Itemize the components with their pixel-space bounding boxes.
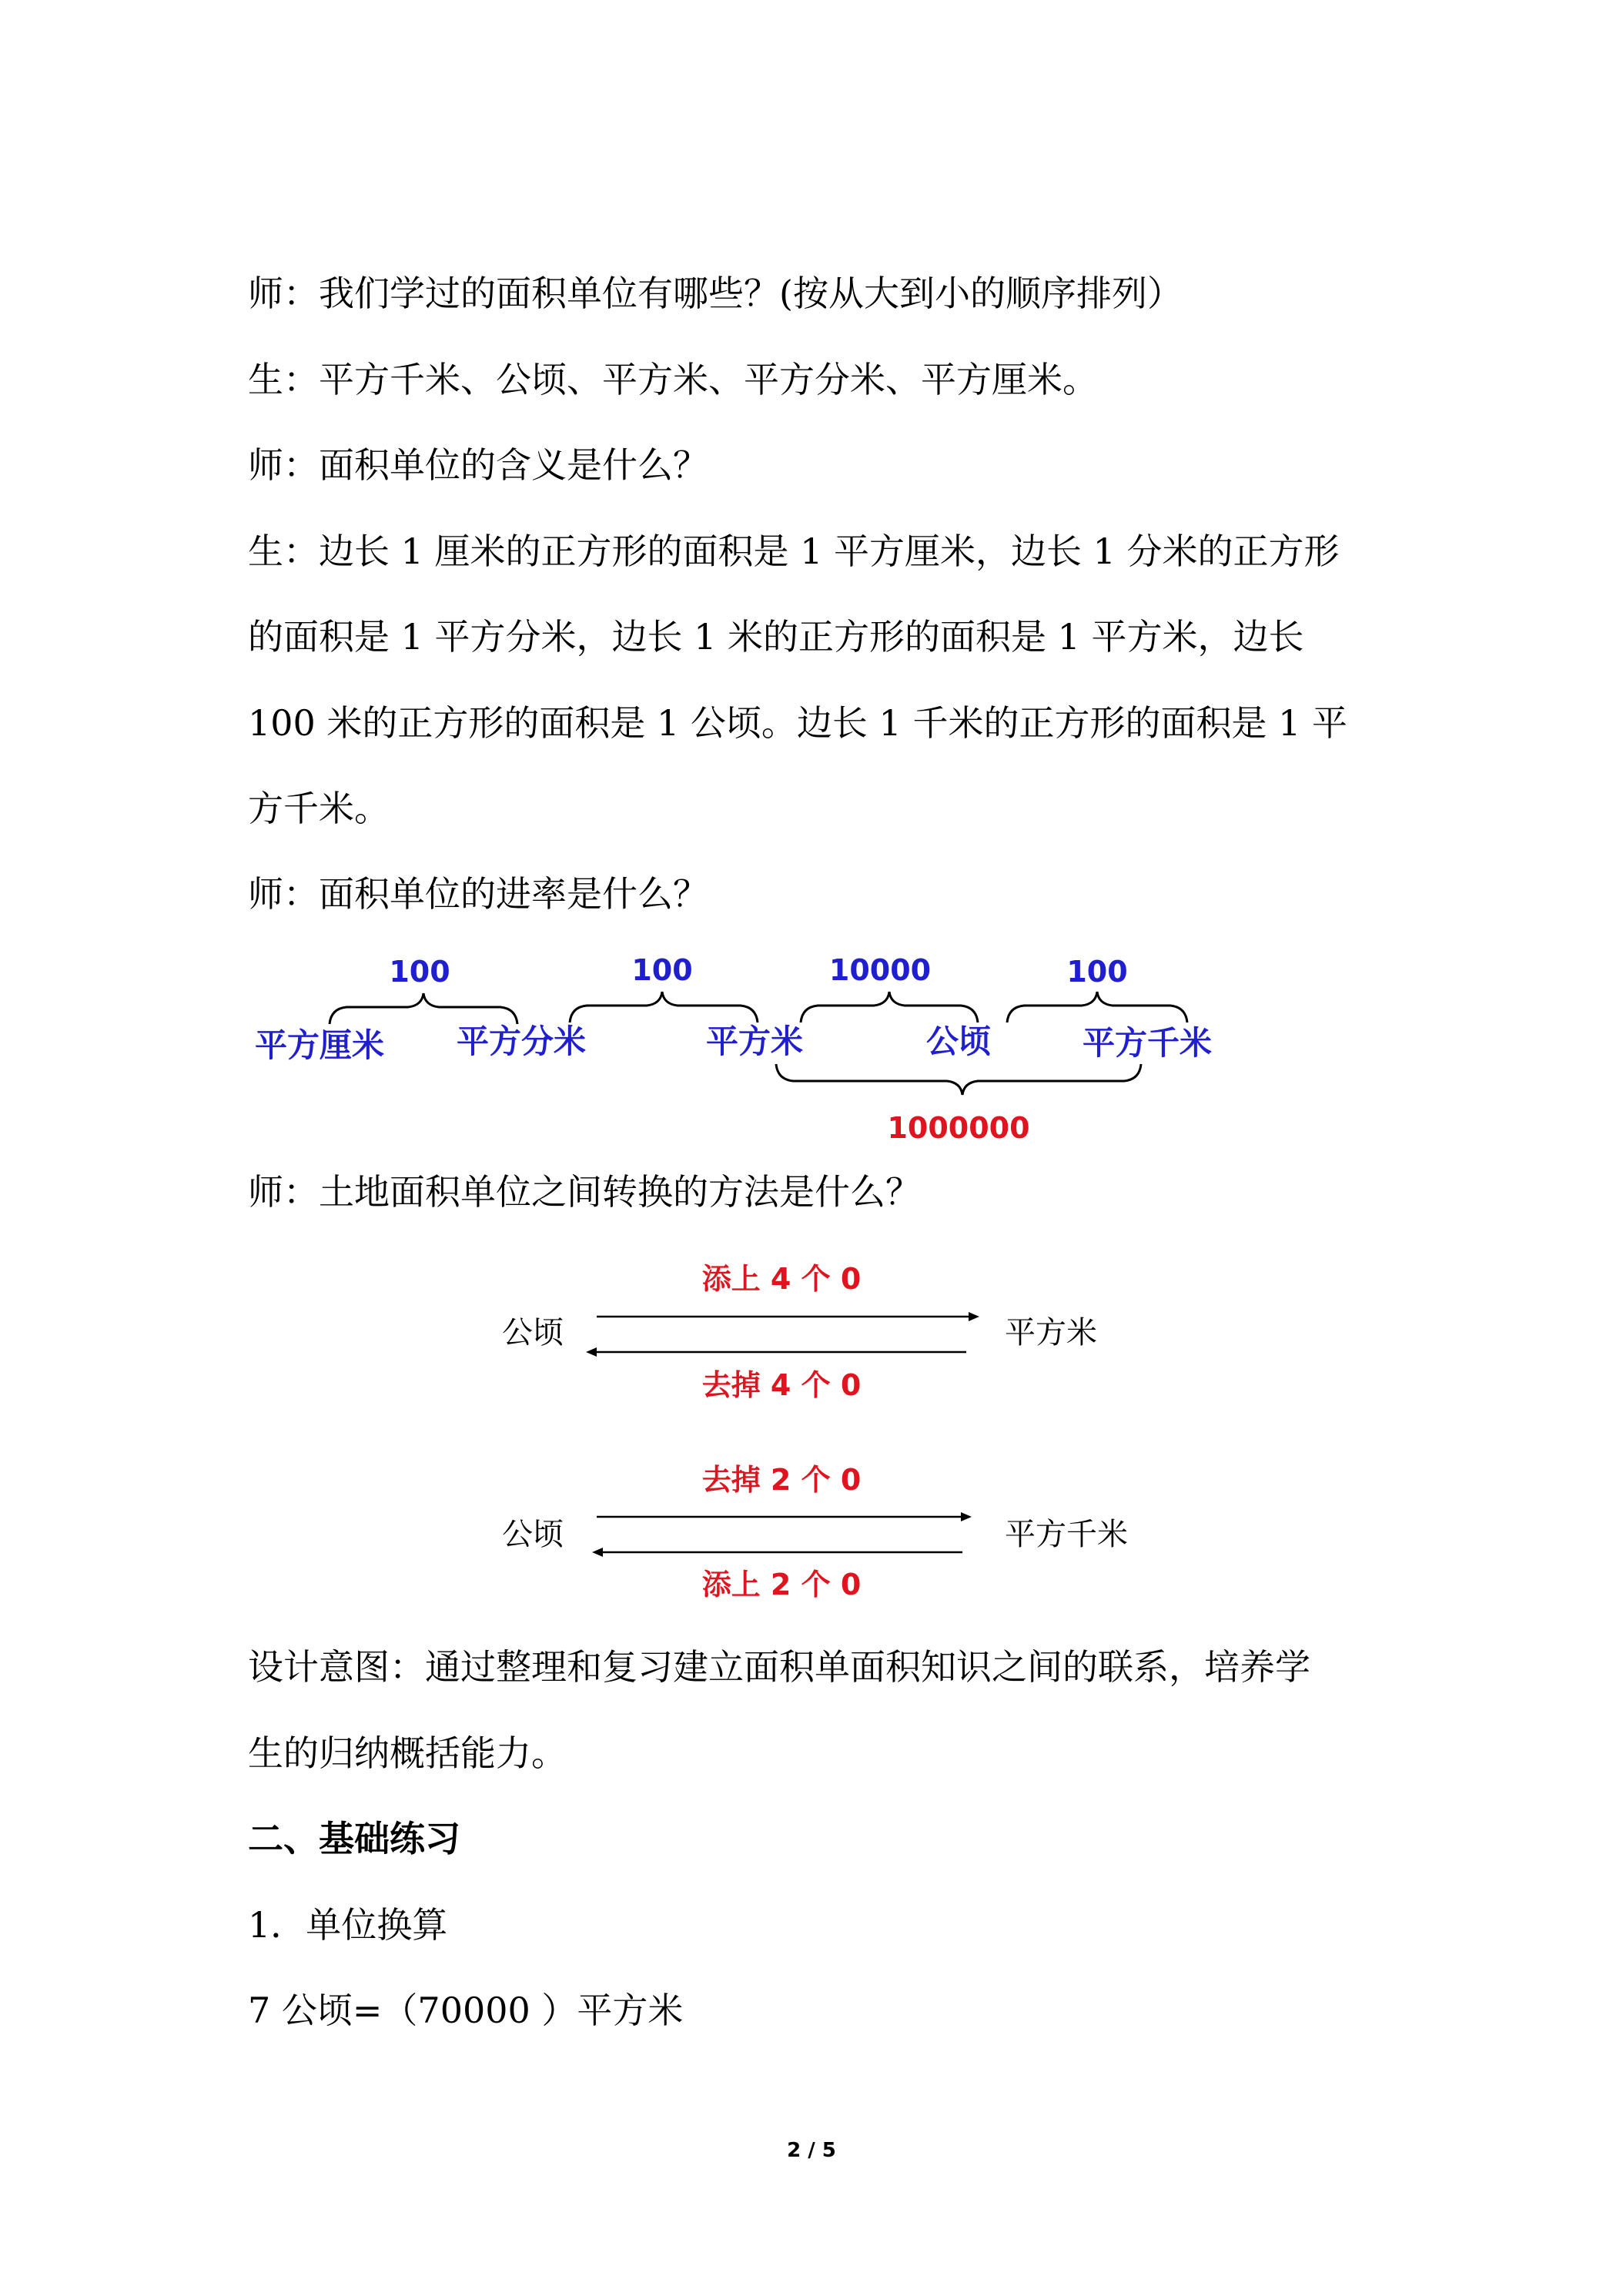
dialogue-student-units: 生：平方千米、公顷、平方米、平方分米、平方厘米。 [248, 359, 1098, 400]
rate-label: 10000 [828, 953, 932, 987]
brace-2 [570, 992, 758, 1022]
arrowhead-left [592, 1548, 603, 1557]
dialogue-student-meaning-1: 生：边长 1 厘米的正方形的面积是 1 平方厘米，边长 1 分米的正方形 [248, 530, 1340, 572]
design-intent-2: 生的归纳概括能力。 [248, 1732, 567, 1774]
exercise-title: 1．单位换算 [248, 1904, 448, 1946]
dialogue-student-meaning-2: 的面积是 1 平方分米，边长 1 米的正方形的面积是 1 平方米，边长 [248, 616, 1304, 658]
conversion-1 [502, 1262, 1097, 1402]
dialogue-student-meaning-3: 100 米的正方形的面积是 1 公顷。边长 1 千米的正方形的面积是 1 平 [248, 702, 1347, 744]
design-intent-1: 设计意图：通过整理和复习建立面积单面积知识之间的联系，培养学 [248, 1646, 1310, 1688]
rate-diagram [255, 953, 1212, 1145]
conversion-right-unit: 平方米 [1005, 1315, 1097, 1350]
dialogue-teacher-meaning: 师：面积单位的含义是什么？ [248, 444, 708, 486]
section-heading: 二、基础练习 [248, 1818, 460, 1859]
combined-rate-label: 1000000 [887, 1111, 1030, 1145]
conversion-left-unit: 公顷 [502, 1517, 564, 1552]
dialogue-teacher-rate: 师：面积单位的进率是什么？ [248, 873, 708, 915]
conversion-2 [502, 1463, 1128, 1602]
brace-1 [330, 993, 517, 1024]
conversion-top-label: 添上 4 个 0 [701, 1262, 862, 1296]
unit-label: 平方千米 [1082, 1024, 1213, 1062]
conversion-diagrams [502, 1262, 1128, 1602]
rate-label: 100 [631, 953, 693, 987]
exercise-line: 7 公顷=（70000 ）平方米 [248, 1990, 684, 2031]
unit-label: 平方分米 [456, 1022, 587, 1060]
conversion-right-unit: 平方千米 [1005, 1517, 1128, 1552]
arrowhead-right [969, 1312, 979, 1321]
dialogue-student-meaning-4: 方千米。 [248, 788, 390, 829]
rate-label: 100 [1066, 955, 1128, 989]
unit-label: 平方厘米 [254, 1026, 385, 1064]
brace-bottom [776, 1064, 1141, 1095]
conversion-left-unit: 公顷 [502, 1315, 564, 1350]
arrowhead-right [961, 1512, 972, 1521]
conversion-bottom-label: 添上 2 个 0 [701, 1568, 862, 1602]
conversion-bottom-label: 去掉 4 个 0 [701, 1368, 862, 1402]
rate-label: 100 [389, 955, 450, 989]
conversion-top-label: 去掉 2 个 0 [701, 1463, 862, 1497]
arrowhead-left [586, 1347, 597, 1357]
dialogue-teacher-units: 师：我们学过的面积单位有哪些？(按从大到小的顺序排列） [248, 273, 1183, 314]
unit-label: 公顷 [925, 1022, 992, 1060]
page-number: 2 / 5 [787, 2139, 836, 2162]
rate-braces [330, 992, 1187, 1095]
dialogue-teacher-conversion: 师：土地面积单位之间转换的方法是什么？ [248, 1171, 921, 1213]
brace-4 [1007, 992, 1187, 1022]
brace-3 [801, 992, 978, 1022]
unit-label: 平方米 [705, 1022, 804, 1060]
